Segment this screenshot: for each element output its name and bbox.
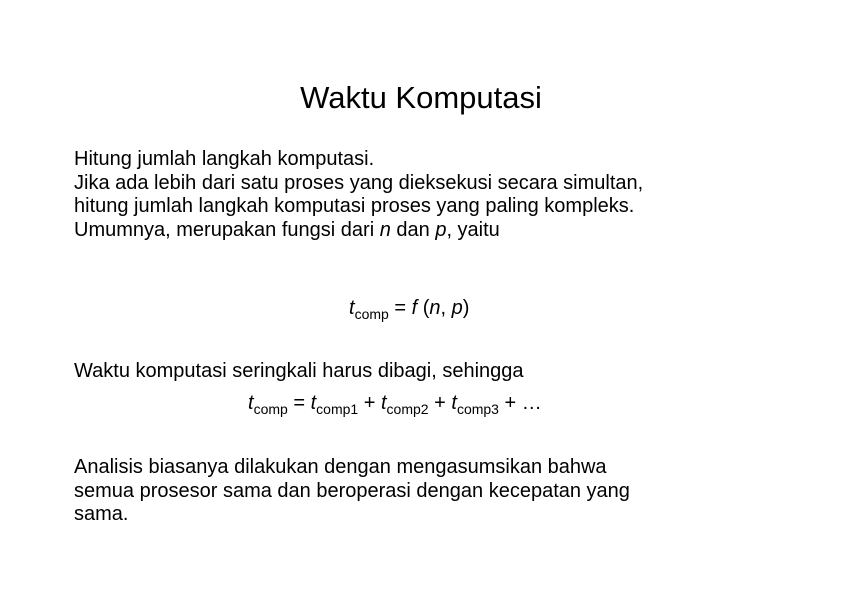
text-line: semua prosesor sama dan beroperasi dengan kecepatan yang <box>74 479 630 502</box>
formula-symbol: t <box>451 392 457 414</box>
formula-arg: p <box>451 297 463 319</box>
text-line: Analisis biasanya dilakukan dengan mengasumsikan bahwa <box>74 456 607 478</box>
paragraph-intro <box>74 148 643 242</box>
formula-subscript: comp <box>253 401 288 417</box>
formula-operator: + <box>428 392 452 414</box>
formula-symbol: t <box>349 297 355 319</box>
formula-symbol: t <box>380 392 387 414</box>
text-line: Hitung jumlah langkah komputasi. <box>74 148 375 170</box>
slide-title: Waktu Komputasi <box>300 80 542 115</box>
variable-n: n <box>379 218 391 241</box>
formula-symbol: t <box>310 392 317 414</box>
formula-operator: = <box>287 392 311 414</box>
formula-tcomp-sum <box>248 391 542 415</box>
formula-operator: + <box>498 392 522 414</box>
formula-subscript: comp <box>354 306 389 322</box>
formula-ellipsis: … <box>521 392 542 414</box>
formula-arg: n <box>429 297 441 319</box>
formula-operator: = <box>388 297 412 319</box>
text-fragment: Umumnya, merupakan fungsi dari <box>74 218 380 241</box>
text-fragment: dan <box>390 218 436 241</box>
formula-comma: , <box>440 297 452 319</box>
variable-p: p <box>435 218 447 241</box>
paragraph-assumption <box>74 456 630 527</box>
text-line <box>74 219 643 243</box>
text-line: sama. <box>74 503 129 525</box>
text-line: Jika ada lebih dari satu proses yang dieksekusi secara simultan, <box>74 171 644 194</box>
paragraph-division <box>74 360 524 384</box>
formula-tcomp <box>349 296 469 320</box>
formula-subscript: comp1 <box>316 401 359 417</box>
formula-operator: + <box>358 392 381 414</box>
formula-symbol: t <box>248 392 254 414</box>
text-fragment: , yaitu <box>446 218 500 241</box>
text-line: Waktu komputasi seringkali harus dibagi, sehingga <box>74 360 524 382</box>
formula-subscript: comp2 <box>386 401 429 417</box>
formula-paren: ) <box>462 297 470 319</box>
formula-paren: ( <box>417 297 430 319</box>
formula-subscript: comp3 <box>456 401 499 417</box>
formula-function: f <box>411 297 418 319</box>
text-line: hitung jumlah langkah komputasi proses yang paling kompleks. <box>74 195 635 217</box>
